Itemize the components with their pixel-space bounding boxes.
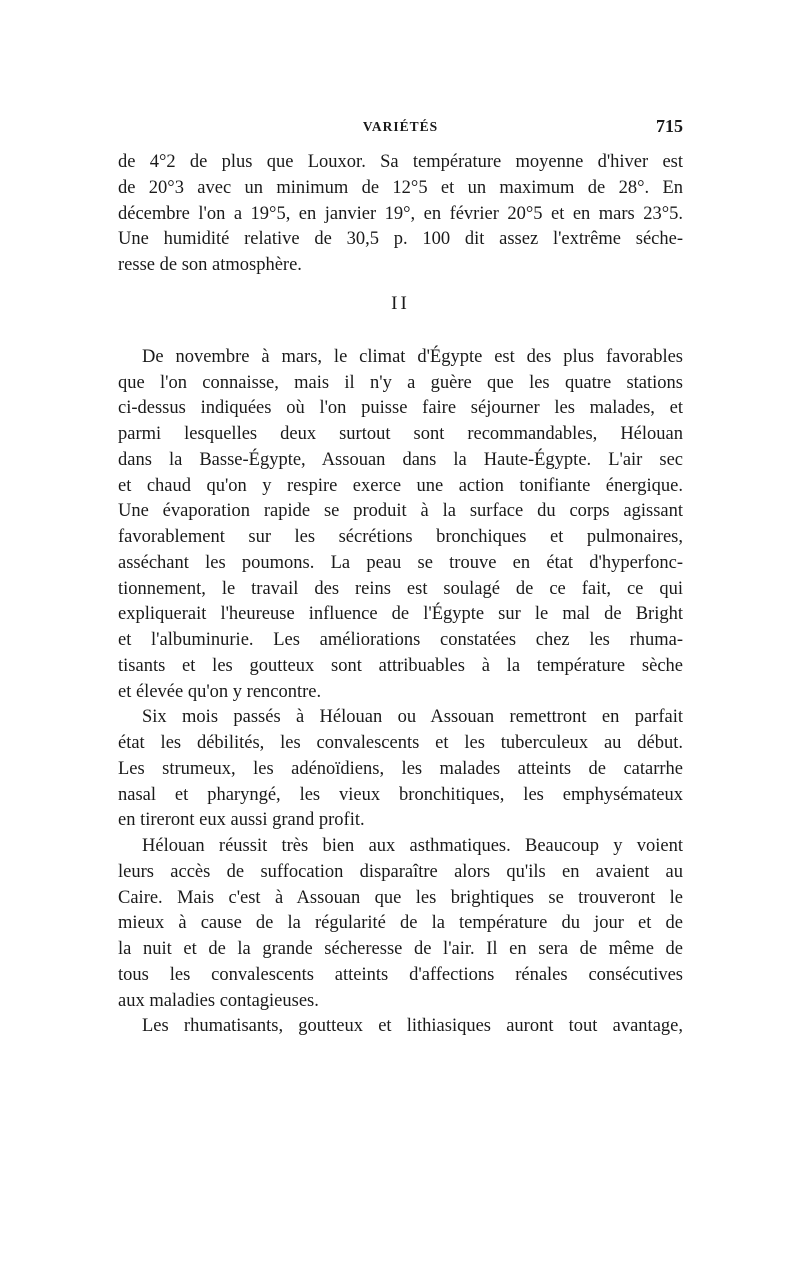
text-line: De novembre à mars, le climat d'Égypte est des plus favorables — [142, 346, 683, 367]
text-line: et l'albuminurie. Les améliorations constatées chez les rhuma- — [118, 630, 683, 650]
text-line: ci-dessus indiquées où l'on puisse faire séjourner les malades, et — [118, 398, 683, 419]
paragraph — [118, 345, 683, 706]
text-line: en tireront eux aussi grand profit. — [118, 810, 365, 831]
text-line: Six mois passés à Hélouan ou Assouan remettront en parfait — [142, 707, 683, 728]
page-header — [118, 116, 683, 138]
text-line: aux maladies contagieuses. — [118, 990, 319, 1011]
paragraph — [118, 1014, 683, 1040]
text-line: et chaud qu'on y respire exerce une action tonifiante énergique. — [118, 475, 683, 496]
text-line: tisants et les goutteux sont attribuables à la température sèche — [118, 655, 683, 676]
text-line: nasal et pharyngé, les vieux bronchitiques, les emphysémateux — [118, 784, 683, 805]
text-line: de 20°3 avec un minimum de 12°5 et un maximum de 28°. En — [118, 177, 683, 198]
text-line: de 4°2 de plus que Louxor. Sa température moyenne d'hiver est — [118, 152, 683, 172]
text-line: décembre l'on a 19°5, en janvier 19°, en février 20°5 et en mars 23°5. — [118, 203, 683, 224]
text-line: la nuit et de la grande sécheresse de l'air. Il en sera de même de — [118, 939, 683, 959]
paragraph — [118, 834, 683, 1014]
text-line: parmi lesquelles deux surtout sont recommandables, Hélouan — [118, 424, 683, 444]
text-line: Hélouan réussit très bien aux asthmatiques. Beaucoup y voient — [142, 836, 683, 856]
text-line: et élevée qu'on y rencontre. — [118, 681, 322, 702]
section-heading: II — [391, 292, 410, 314]
text-line: asséchant les poumons. La peau se trouve en état d'hyperfonc- — [118, 552, 683, 573]
text-line: resse de son atmosphère. — [118, 255, 302, 275]
text-line: état les débilités, les convalescents et les tuberculeux au début. — [118, 733, 683, 753]
paragraph — [118, 150, 683, 279]
text-line: mieux à cause de la régularité de la température du jour et de — [118, 913, 683, 934]
text-line: que l'on connaisse, mais il n'y a guère que les quatre stations — [118, 372, 683, 393]
text-line: tionnement, le travail des reins est soulagé de ce fait, ce qui — [118, 578, 683, 599]
text-line: leurs accès de suffocation disparaître alors qu'ils en avaient au — [118, 861, 683, 882]
text-line: favorablement sur les sécrétions bronchiques et pulmonaires, — [118, 527, 683, 547]
text-line: Une évaporation rapide se produit à la surface du corps agissant — [118, 501, 683, 522]
text-line: Caire. Mais c'est à Assouan que les brightiques se trouveront le — [118, 887, 683, 908]
paragraph — [118, 705, 683, 834]
page-number: 715 — [656, 116, 683, 136]
text-line: Les strumeux, les adénoïdiens, les malades atteints de catarrhe — [118, 758, 683, 779]
running-title: VARIÉTÉS — [362, 119, 439, 134]
text-line: tous les convalescents atteints d'affections rénales consécutives — [118, 964, 683, 985]
text-line: dans la Basse-Égypte, Assouan dans la Haute-Égypte. L'air sec — [118, 449, 683, 470]
body-text — [118, 150, 683, 1040]
text-line: Les rhumatisants, goutteux et lithiasiques auront tout avantage, — [142, 1016, 683, 1037]
text-line: Une humidité relative de 30,5 p. 100 dit assez l'extrême séche- — [118, 229, 683, 250]
text-line: expliquerait l'heureuse influence de l'Égypte sur le mal de Bright — [118, 604, 683, 625]
